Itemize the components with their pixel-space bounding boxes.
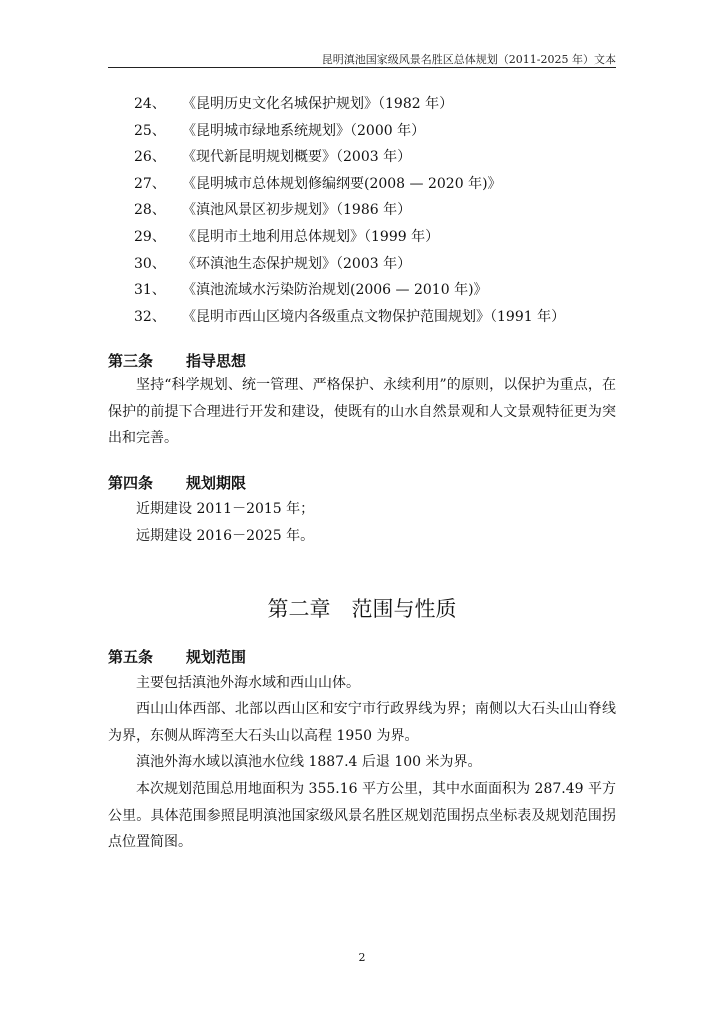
- article-title: 指导思想: [186, 352, 247, 370]
- list-item-number: 27、: [134, 175, 166, 192]
- list-item-title: 《环滇池生态保护规划》（2003 年）: [182, 255, 412, 272]
- list-item-number: 24、: [134, 96, 166, 112]
- list-item: [134, 148, 634, 175]
- article-5-paragraph: 本次规划范围总用地面积为 355.16 平方公里，其中水面面积为 287.49 平方公里。具体范围参照昆明滇池国家级风景名胜区规划范围拐点坐标表及规划范围拐点位置简图。: [108, 781, 616, 850]
- list-item: [134, 228, 634, 255]
- list-item: [134, 201, 634, 228]
- list-item-number: 28、: [134, 202, 166, 219]
- reference-list: [134, 95, 634, 334]
- article-number: 第五条: [108, 648, 154, 666]
- list-item-title: 《滇池风景区初步规划》（1986 年）: [182, 202, 412, 219]
- article-3-paragraph: 坚持“科学规划、统一管理、严格保护、永续利用”的原则，以保护为重点，在保护的前提下合理进行开发和建设，使既有的山水自然景观和人文景观特征更为突出和完善。: [108, 377, 616, 446]
- list-item-number: 30、: [134, 255, 166, 272]
- article-title: 规划范围: [186, 648, 247, 666]
- list-item-title: 《滇池流域水污染防治规划(2006 — 2010 年)》: [182, 282, 488, 299]
- list-item: [134, 122, 634, 149]
- list-item-title: 《昆明市土地利用总体规划》（1999 年）: [182, 228, 440, 245]
- list-item: [134, 95, 634, 122]
- list-item: [134, 255, 634, 282]
- list-item-title: 《昆明市西山区境内各级重点文物保护范围规划》（1991 年）: [182, 308, 566, 325]
- list-item-number: 29、: [134, 228, 166, 245]
- article-5-heading: [108, 646, 246, 667]
- article-5-paragraph: 主要包括滇池外海水域和西山山体。: [136, 675, 360, 691]
- list-item-title: 《现代新昆明规划概要》（2003 年）: [182, 149, 412, 166]
- page-number: 2: [358, 951, 366, 964]
- article-4-paragraph: 远期建设 2016－2025 年。: [136, 528, 315, 544]
- article-4-paragraph: 近期建设 2011－2015 年；: [136, 501, 315, 517]
- article-title: 规划期限: [186, 474, 247, 492]
- list-item-title: 《昆明历史文化名城保护规划》（1982 年）: [182, 96, 454, 112]
- list-item: [134, 281, 634, 308]
- list-item-title: 《昆明城市总体规划修编纲要(2008 — 2020 年)》: [182, 175, 502, 192]
- article-number: 第四条: [108, 474, 154, 492]
- article-3-heading: [108, 350, 246, 371]
- list-item-number: 32、: [134, 308, 166, 325]
- running-header: 昆明滇池国家级风景名胜区总体规划（2011-2025 年）文本: [321, 53, 616, 66]
- article-5-paragraph: 滇池外海水域以滇池水位线 1887.4 后退 100 米为界。: [136, 754, 482, 770]
- list-item-number: 25、: [134, 122, 166, 139]
- article-4-heading: [108, 472, 246, 493]
- list-item-title: 《昆明城市绿地系统规划》（2000 年）: [182, 122, 426, 139]
- header-rule: [108, 67, 616, 68]
- list-item-number: 26、: [134, 149, 166, 166]
- article-5-paragraph: 西山山体西部、北部以西山区和安宁市行政界线为界；南侧以大石头山山脊线为界，东侧从晖湾至大石头山以高程 1950 为界。: [108, 701, 616, 744]
- list-item: [134, 175, 634, 202]
- list-item-number: 31、: [134, 282, 166, 299]
- chapter-title: 第二章 范围与性质: [267, 597, 457, 621]
- article-number: 第三条: [108, 352, 154, 370]
- list-item: [134, 308, 634, 335]
